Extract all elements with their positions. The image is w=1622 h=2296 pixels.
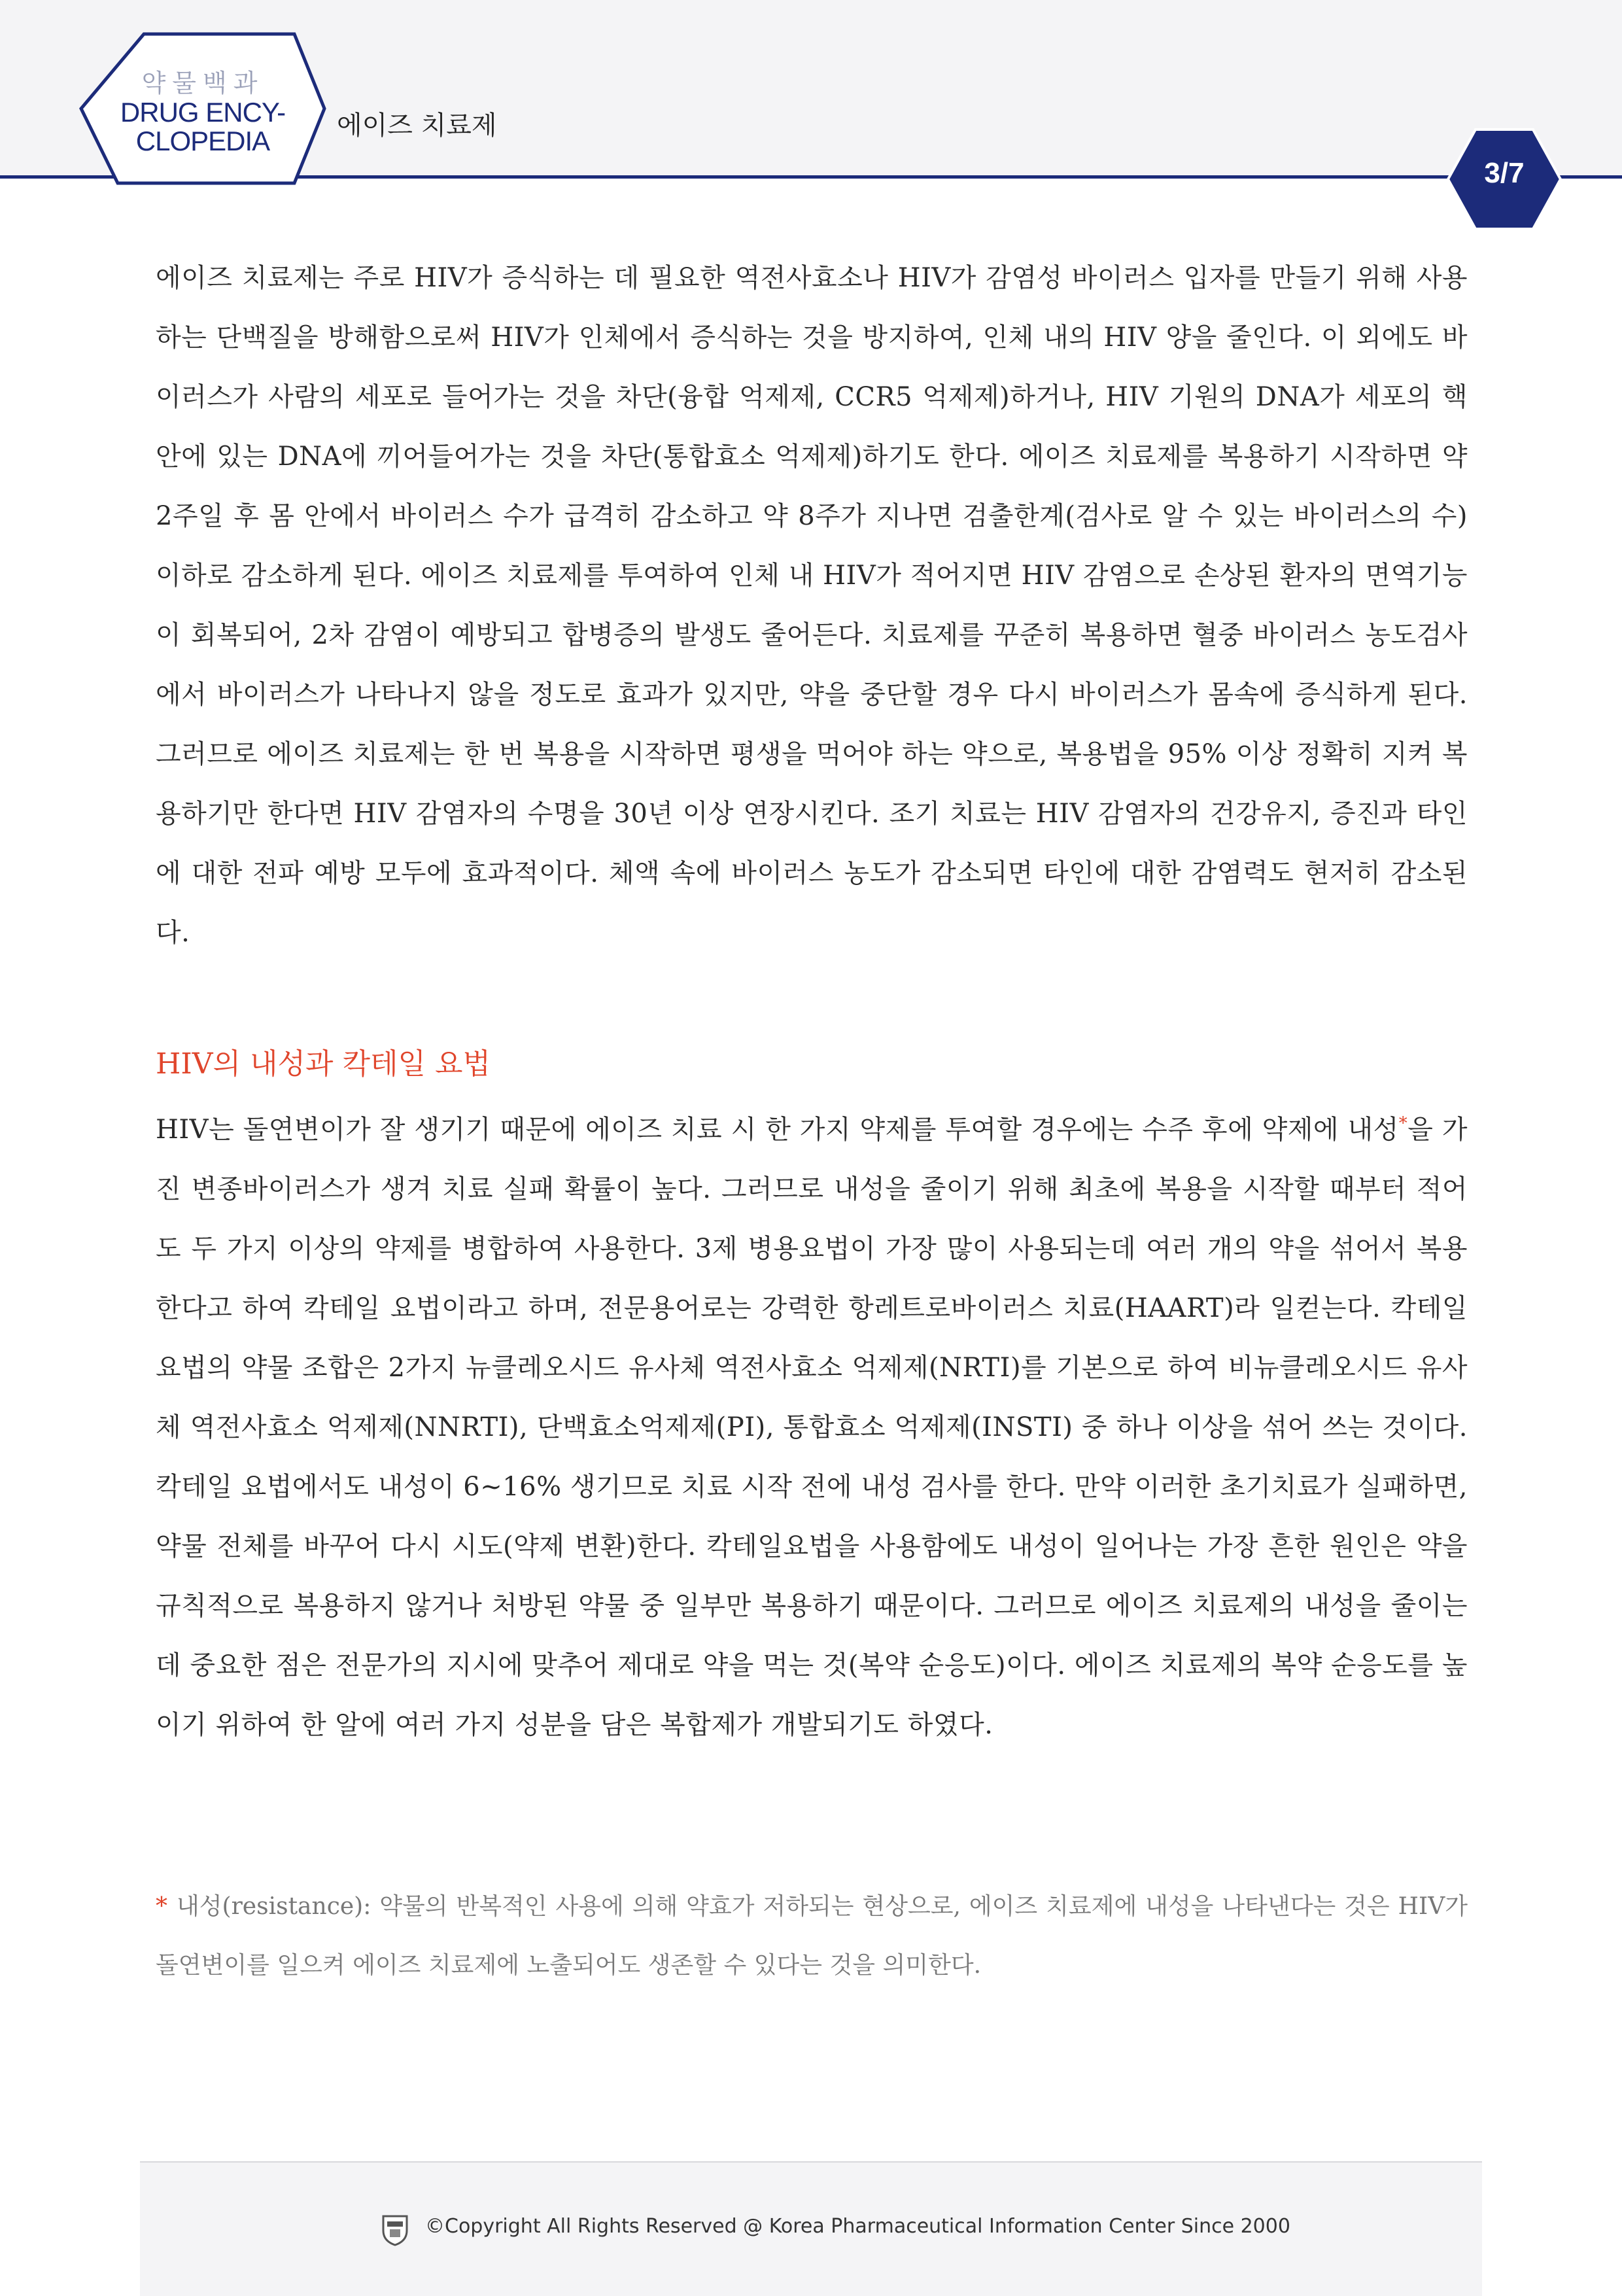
logo-english-line2: CLOPEDIA — [135, 126, 270, 156]
footnote-reference-mark[interactable]: * — [1398, 1113, 1408, 1134]
footnote — [156, 1877, 1468, 1995]
section-heading: HIV의 내성과 칵테일 요법 — [156, 1047, 491, 1081]
logo-english-line1: DRUG ENCY- — [120, 97, 286, 128]
page-number: 3/7 — [1484, 157, 1525, 189]
body-paragraph-2 — [156, 1100, 1468, 1755]
footer-copyright: ©Copyright All Rights Reserved @ Korea Pharmaceutical Information Center Since 2000 — [425, 2215, 1290, 2238]
body-paragraph-1: 에이즈 치료제는 주로 HIV가 증식하는 데 필요한 역전사효소나 HIV가 감염성 바이러스 입자를 만들기 위해 사용하는 단백질을 방해함으로써 HIV가 인체에서 증식하는 것을 방지하여, 인체 내의 HIV 양을 줄인다. 이 외에도 바이러스가 사람의 세포로 들어가는 것을 차단(융합 억제제, CCR5 억제제)하거나, HIV 기원의 DNA가 세포의 핵 안에 있는 DNA에 끼어들어가는 것을 차단(통합효소 억제제)하기도 한다. 에이즈 치료제를 복용하기 시작하면 약 2주일 후 몸 안에서 바이러스 수가 급격히 감소하고 약 8주가 지나면 검출한계(검사로 알 수 있는 바이러스의 수) 이하로 감소하게 된다. 에이즈 치료제를 투여하여 인체 내 HIV가 적어지면 HIV 감염으로 손상된 환자의 면역기능이 회복되어, 2차 감염이 예방되고 합병증의 발생도 줄어든다. 치료제를 꾸준히 복용하면 혈중 바이러스 농도검사에서 바이러스가 나타나지 않을 정도로 효과가 있지만, 약을 중단할 경우 다시 바이러스가 몸속에 증식하게 된다. 그러므로 에이즈 치료제는 한 번 복용을 시작하면 평생을 먹어야 하는 약으로, 복용법을 95% 이상 정확히 지켜 복용하기만 한다면 HIV 감염자의 수명을 30년 이상 연장시킨다. 조기 치료는 HIV 감염자의 건강유지, 증진과 타인에 대한 전파 예방 모두에 효과적이다. 체액 속에 바이러스 농도가 감소되면 타인에 대한 감염력도 현저히 감소된다. — [156, 263, 1468, 948]
document-title: 에이즈 치료제 — [337, 111, 497, 141]
footnote-text: 내성(resistance): 약물의 반복적인 사용에 의해 약효가 저하되는 현상으로, 에이즈 치료제에 내성을 나타낸다는 것은 HIV가 돌연변이를 일으켜 에이즈 치료제에 노출되어도 생존할 수 있다는 것을 의미한다. — [156, 1893, 1468, 1979]
paragraph-2-part-2: 을 가진 변종바이러스가 생겨 치료 실패 확률이 높다. 그러므로 내성을 줄이기 위해 최초에 복용을 시작할 때부터 적어도 두 가지 이상의 약제를 병합하여 사용한다. 3제 병용요법이 가장 많이 사용되는데 여러 개의 약을 섞어서 복용한다고 하여 칵테일 요법이라고 하며, 전문용어로는 강력한 항레트로바이러스 치료(HAART)라 일컫는다. 칵테일요법의 약물 조합은 2가지 뉴클레오시드 유사체 역전사효소 억제제(NRTI)를 기본으로 하여 비뉴클레오시드 유사체 역전사효소 억제제(NNRTI), 단백효소억제제(PI), 통합효소 억제제(INSTI) 중 하나 이상을 섞어 쓰는 것이다. 칵테일 요법에서도 내성이 6~16% 생기므로 치료 시작 전에 내성 검사를 한다. 만약 이러한 초기치료가 실패하면, 약물 전체를 바꾸어 다시 시도(약제 변환)한다. 칵테일요법을 사용함에도 내성이 일어나는 가장 흔한 원인은 약을 규칙적으로 복용하지 않거나 처방된 약물 중 일부만 복용하기 때문이다. 그러므로 에이즈 치료제의 내성을 줄이는데 중요한 점은 전문가의 지시에 맞추어 제대로 약을 먹는 것(복약 순응도)이다. 에이즈 치료제의 복약 순응도를 높이기 위하여 한 알에 여러 가지 성분을 담은 복합제가 개발되기도 하였다. — [156, 1115, 1468, 1740]
footnote-asterisk: * — [156, 1893, 167, 1920]
logo-english-text — [98, 98, 307, 156]
logo-korean-text: 약물백과 — [141, 69, 264, 97]
paragraph-2-part-1: HIV는 돌연변이가 잘 생기기 때문에 에이즈 치료 시 한 가지 약제를 투여할 경우에는 수주 후에 약제에 내성 — [156, 1115, 1399, 1145]
shield-emblem-icon — [381, 2214, 409, 2246]
